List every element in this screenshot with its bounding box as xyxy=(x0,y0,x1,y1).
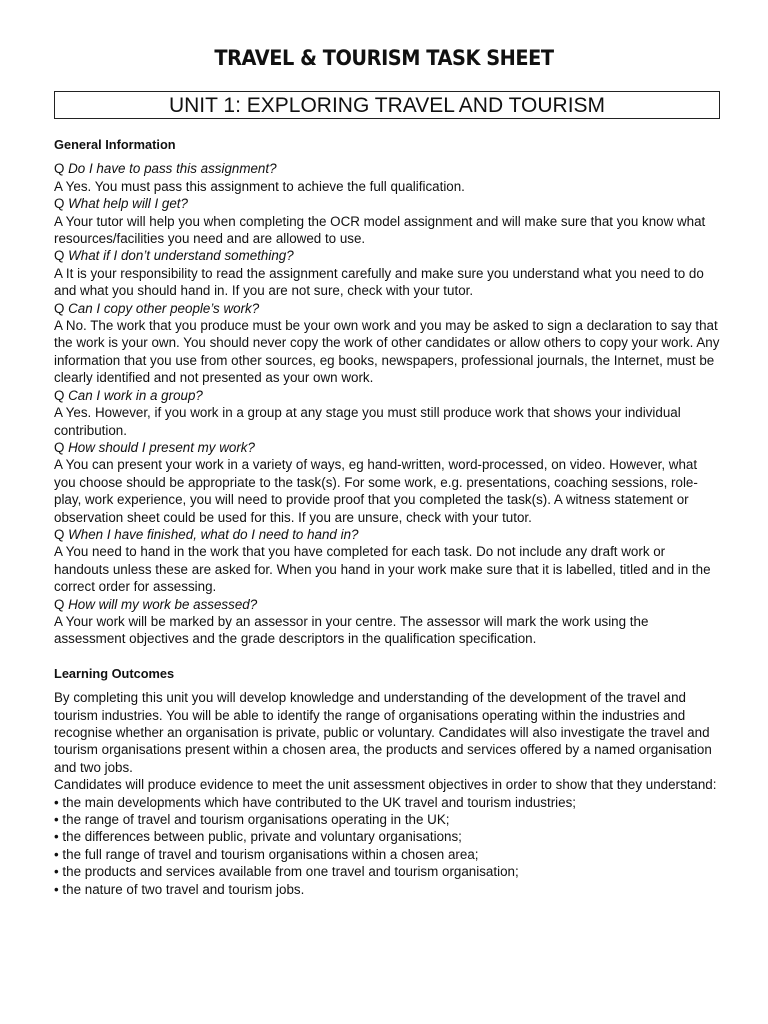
answer: A You need to hand in the work that you have completed for each task. Do not include any draft work or handouts unless these are asked for. When you hand in your work make sure that it is labelled, titled and in the correct order for assessing. xyxy=(54,544,711,595)
outcome-list xyxy=(54,794,722,898)
learning-paragraph: By completing this unit you will develop knowledge and understanding of the development of the travel and tourism industries. You will be able to identify the range of organisations operating within the industries and recognise whether an organisation is private, public or voluntary. Candidates will also investigate the travel and tourism organisations present within a chosen area, the products and services offered by a named organisation and two jobs. xyxy=(54,690,712,775)
list-item: • the differences between public, private and voluntary organisations; xyxy=(54,829,462,845)
question: Q What help will I get? xyxy=(54,196,188,212)
list-item: • the full range of travel and tourism organisations within a chosen area; xyxy=(54,846,479,862)
question: Q Can I work in a group? xyxy=(54,387,203,403)
learning-outcomes-heading: Learning Outcomes xyxy=(54,665,175,681)
qa-list xyxy=(54,160,722,647)
main-title: TRAVEL & TOURISM TASK SHEET xyxy=(214,46,554,70)
question: Q When I have finished, what do I need to hand in? xyxy=(54,526,359,542)
question: Q Do I have to pass this assignment? xyxy=(54,161,277,177)
unit-title: UNIT 1: EXPLORING TRAVEL AND TOURISM xyxy=(54,91,720,119)
answer: A Yes. However, if you work in a group at any stage you must still produce work that shows your individual contribution. xyxy=(54,405,681,438)
question: Q How should I present my work? xyxy=(54,439,255,455)
question: Q How will my work be assessed? xyxy=(54,596,258,612)
answer: A It is your responsibility to read the assignment carefully and make sure you understand what you need to do and what you should hand in. If you are not sure, check with your tutor. xyxy=(54,265,704,299)
list-item: • the range of travel and tourism organisations operating in the UK; xyxy=(54,812,450,828)
list-item: • the main developments which have contributed to the UK travel and tourism industries; xyxy=(54,794,576,810)
answer: A Your tutor will help you when completing the OCR model assignment and will make sure that you know what resources/facilities you need and are allowed to use. xyxy=(54,213,706,247)
learning-outcomes xyxy=(54,689,722,898)
list-item: • the nature of two travel and tourism jobs. xyxy=(54,881,305,897)
answer: A Yes. You must pass this assignment to achieve the full qualification. xyxy=(54,178,465,194)
general-information-heading: General Information xyxy=(54,137,176,152)
question: Q What if I don’t understand something? xyxy=(54,248,294,264)
answer: A Your work will be marked by an assessor in your centre. The assessor will mark the work using the assessment objectives and the grade descriptors in the qualification specification. xyxy=(54,613,649,647)
learning-paragraph: Candidates will produce evidence to meet the unit assessment objectives in order to show that they understand: xyxy=(54,777,717,793)
answer: A No. The work that you produce must be your own work and you may be asked to sign a declaration to say that the work is your own. You should never copy the work of other candidates or allow others to copy your work. Any information that you use from other sources, eg books, newspapers, professional journals, the Internet, must be clearly identified and not presented as your own work. xyxy=(54,318,720,386)
answer: A You can present your work in a variety of ways, eg hand-written, word-processed, on video. However, what you choose should be appropriate to the task(s). For some work, e.g. presentations, coaching sessions, role-play, work experience, you will need to provide proof that you completed the task(s). A witness statement or observation sheet could be used for this. If you are unsure, check with your tutor. xyxy=(54,457,698,525)
document-content xyxy=(54,136,722,898)
list-item: • the products and services available from one travel and tourism organisation; xyxy=(54,864,519,880)
question: Q Can I copy other people’s work? xyxy=(54,300,260,316)
